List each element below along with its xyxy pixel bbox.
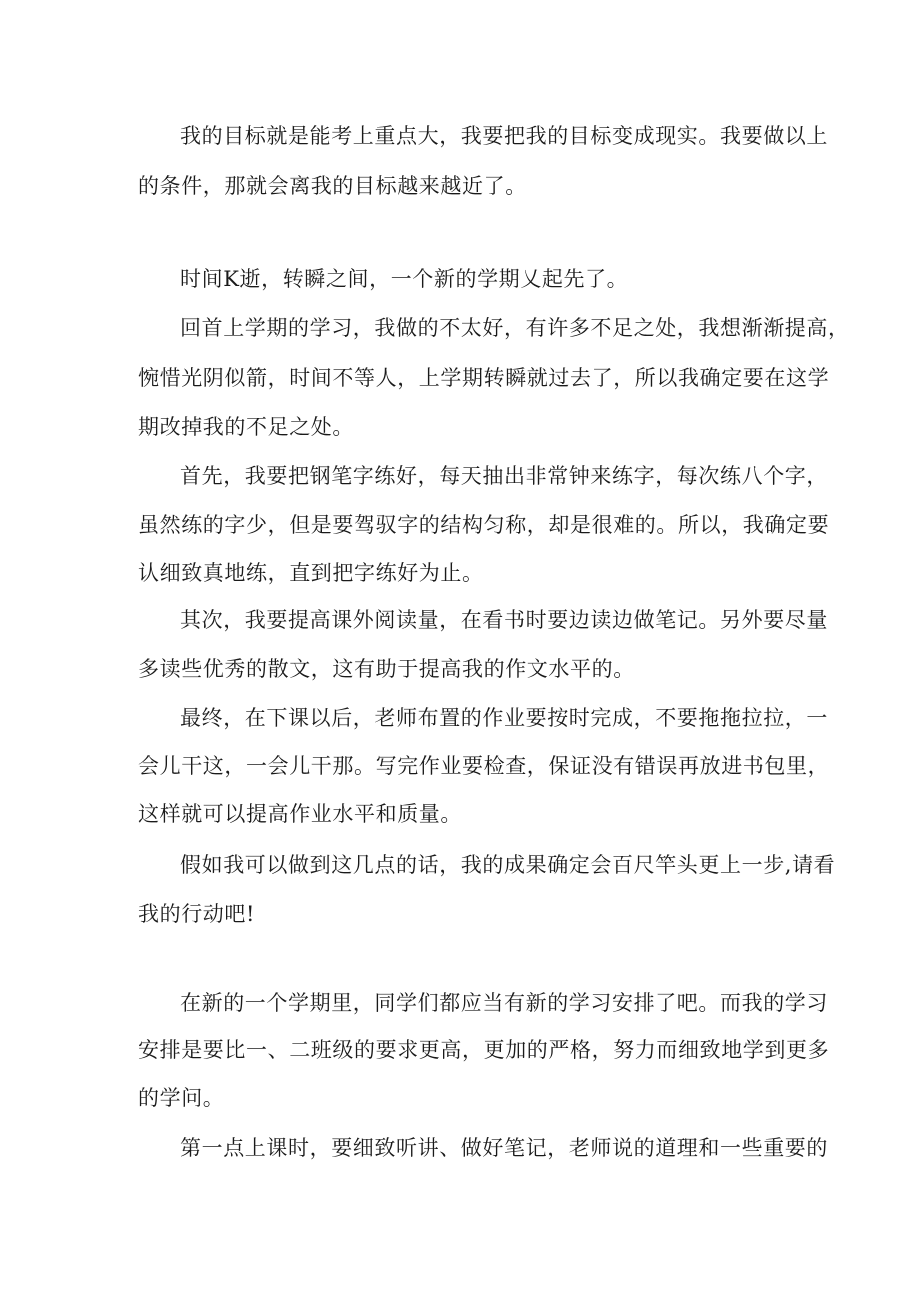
text-line-12: 最终，在下课以后，老师布置的作业要按时完成，不要拖拖拉拉，一 bbox=[180, 706, 828, 730]
text-line-1: 我的目标就是能考上重点大，我要把我的目标变成现实。我要做以上 bbox=[180, 124, 828, 148]
text-line-17: 在新的一个学期里，同学们都应当有新的学习安排了吧。而我的学习 bbox=[180, 991, 828, 1015]
text-line-18: 安排是要比一、二班级的要求更高，更加的严格，努力而细致地学到更多 bbox=[138, 1038, 830, 1062]
text-line-14: 这样就可以提高作业水平和质量。 bbox=[138, 802, 462, 826]
text-line-6: 期改掉我的不足之处。 bbox=[138, 415, 354, 439]
text-line-8: 虽然练的字少，但是要驾驭字的结构匀称，却是很难的。所以，我确定要 bbox=[138, 513, 830, 537]
text-line-3: 时间K逝，转瞬之间，一个新的学期乂起先了。 bbox=[180, 267, 629, 291]
text-line-5: 惋惜光阴似箭，时间不等人，上学期转瞬就过去了，所以我确定要在这学 bbox=[138, 366, 830, 390]
text-line-7: 首先，我要把钢笔字练好，每天抽出非常钟来练字，每次练八个字， bbox=[180, 464, 828, 488]
text-line-13: 会儿干这，一会儿干那。写完作业要检查，保证没有错误再放进书包里， bbox=[138, 754, 830, 778]
text-line-15: 假如我可以做到这几点的话，我的成果确定会百尺竿头更上一步,请看 bbox=[180, 853, 836, 877]
text-line-10: 其次，我要提高课外阅读量，在看书时要边读边做笔记。另外要尽量 bbox=[180, 608, 828, 632]
text-line-11: 多读些优秀的散文，这有助于提高我的作文水平的。 bbox=[138, 657, 635, 681]
text-line-20: 第一点上课时，要细致听讲、做好笔记，老师说的道理和一些重要的 bbox=[180, 1136, 828, 1160]
text-line-4: 回首上学期的学习，我做的不太好，有许多不足之处，我想渐渐提高， bbox=[180, 316, 850, 340]
text-line-19: 的学问。 bbox=[138, 1086, 225, 1110]
text-line-2: 的条件，那就会离我的目标越来越近了。 bbox=[138, 174, 527, 198]
text-line-9: 认细致真地练，直到把字练好为止。 bbox=[138, 561, 484, 585]
text-line-16: 我的行动吧! bbox=[138, 902, 256, 926]
